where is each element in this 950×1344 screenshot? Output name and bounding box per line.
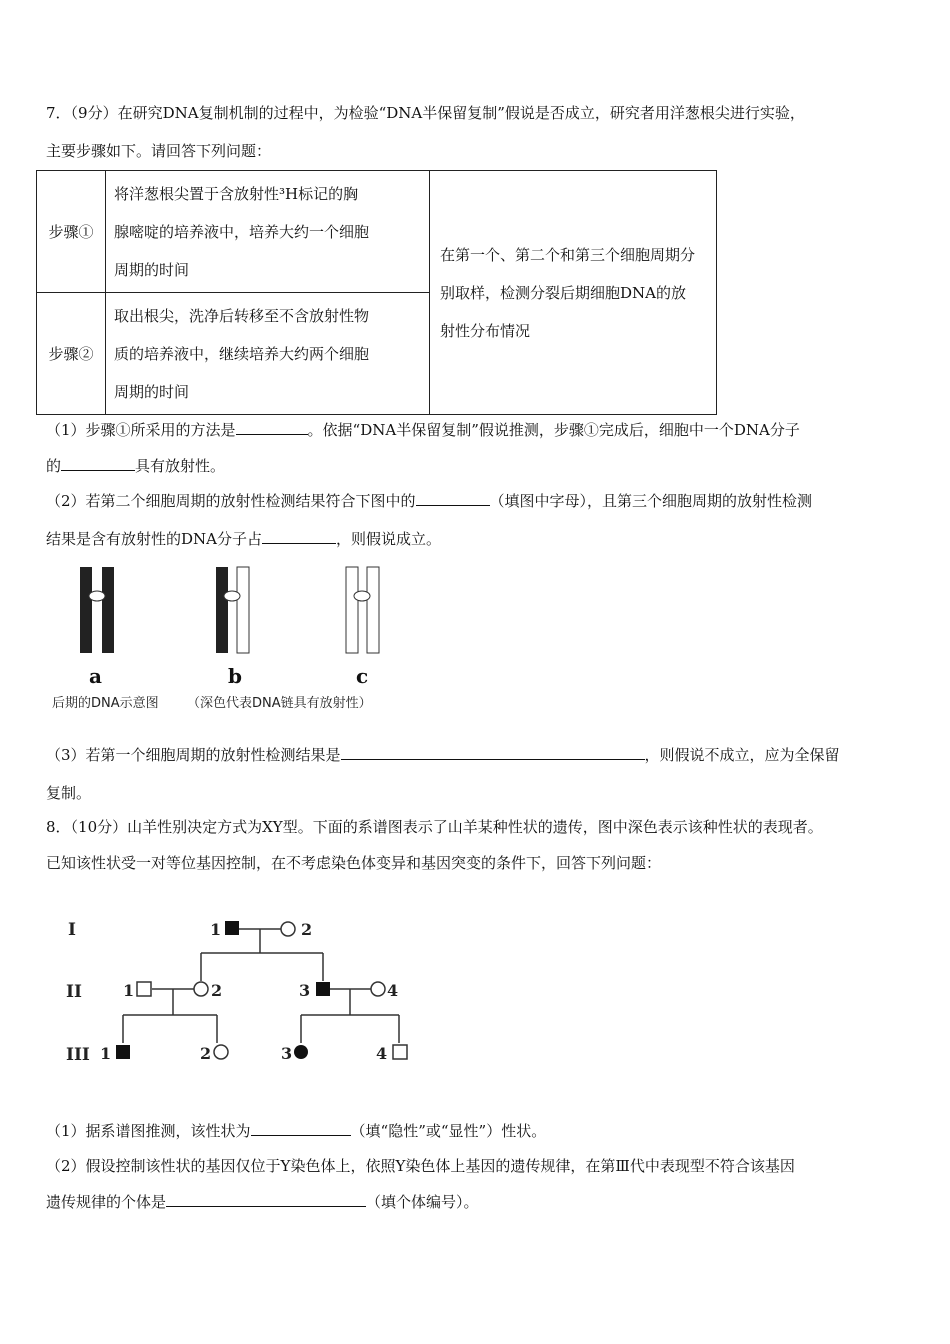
q8-header-line2: 已知该性状受一对等位基因控制，在不考虑染色体变异和基因突变的条件下，回答下列问题： [46,854,662,872]
pedigree-lines [123,929,399,1043]
step2-line2: 质的培养液中，继续培养大约两个细胞 [114,344,370,363]
chromosome-figure [70,565,390,660]
num-II-2: 2 [211,981,223,1000]
step1-description [106,171,430,293]
num-II-1: 1 [123,981,135,1000]
pedigree-III-2-female [214,1045,228,1059]
step1-line3: 周期的时间 [114,260,190,279]
blank-ratio[interactable] [262,529,336,544]
blank-first-cycle-result[interactable] [341,745,645,760]
num-I-1: 1 [210,920,222,939]
blank-trait-type[interactable] [251,1121,351,1136]
q7-header-line2: 主要步骤如下。请回答下列问题： [46,142,272,160]
num-III-4: 4 [376,1044,388,1063]
q7-sub1-line2: 的 具有放射性。 [46,457,226,475]
step1-line1: 将洋葱根尖置于含放射性³H标记的胸 [114,184,359,203]
num-III-3: 3 [281,1044,293,1063]
q7-sub3-line2: 复制。 [46,784,92,802]
step2-description [106,293,430,415]
step1-line2: 腺嘧啶的培养液中，培养大约一个细胞 [114,222,370,241]
q7-sub2-line1: （2）若第二个细胞周期的放射性检测结果符合下图中的 （填图中字母），且第三个细胞周期的放射性检测 [46,492,813,510]
q8-sub2-line1: （2）假设控制该性状的基因仅位于Y染色体上，依照Y染色体上基因的遗传规律，在第Ⅲ代中表现型不符合该基因 [46,1157,795,1175]
detection-description [430,171,717,415]
blank-method[interactable] [236,420,308,435]
figure-letter-b: b [228,664,242,688]
pedigree-II-2-female [194,982,208,996]
num-III-2: 2 [200,1044,212,1063]
chromosome-b [216,567,249,653]
generation-labels [66,920,90,1065]
pedigree-II-1-male [137,982,151,996]
num-I-2: 2 [301,920,313,939]
pedigree-III-1-affected-male [116,1045,130,1059]
q8-sub2-line2: 遗传规律的个体是 （填个体编号）。 [46,1193,479,1211]
step2-line1: 取出根尖，洗净后转移至不含放射性物 [114,306,370,325]
pedigree-chart [60,905,430,1075]
blank-individual-ids[interactable] [166,1192,366,1207]
q8-sub1: （1）据系谱图推测，该性状为 （填“隐性”或“显性”）性状。 [46,1122,547,1140]
figure-caption-left: 后期的DNA示意图 [52,696,159,711]
figure-caption-right: （深色代表DNA链具有放射性） [187,696,372,711]
pedigree-III-3-affected-female [294,1045,308,1059]
step1-label: 步骤① [37,171,106,293]
pedigree-II-4-female [371,982,385,996]
step2-line3: 周期的时间 [114,382,190,401]
q8-header-line1: 8．（10分）山羊性别决定方式为XY型。下面的系谱图表示了山羊某种性状的遗传，图中深色表示该种性状的表现者。 [46,818,823,836]
q7-sub3-line1: （3）若第一个细胞周期的放射性检测结果是 ，则假说不成立，应为全保留 [46,746,840,764]
num-II-4: 4 [387,981,399,1000]
q7-sub1-line1: （1）步骤①所采用的方法是 。依据“DNA半保留复制”假说推测，步骤①完成后，细胞中一个DNA分子 [46,421,800,439]
gen-label-3: III [66,1045,90,1065]
pedigree-I-1-affected-male [225,921,239,935]
detection-line2: 别取样，检测分裂后期细胞DNA的放 [440,283,686,302]
detection-line3: 射性分布情况 [440,321,531,340]
blank-figure-letter[interactable] [416,491,490,506]
figure-letter-c: c [356,664,369,688]
pedigree-II-3-affected-male [316,982,330,996]
pedigree-III-4-male [393,1045,407,1059]
blank-dna-strand[interactable] [61,456,135,471]
num-II-3: 3 [299,981,311,1000]
chromosome-a [80,567,114,653]
num-III-1: 1 [100,1044,112,1063]
q7-header-line1: 7．（9分）在研究DNA复制机制的过程中，为检验“DNA半保留复制”假说是否成立，研究者用洋葱根尖进行实验， [46,104,805,122]
gen-label-1: I [68,920,76,940]
step2-label: 步骤② [37,293,106,415]
chromosome-c [346,567,379,653]
q7-sub2-line2: 结果是含有放射性的DNA分子占 ，则假说成立。 [46,530,442,548]
steps-table [36,170,717,415]
gen-label-2: II [66,982,82,1002]
pedigree-I-2-female [281,922,295,936]
figure-letter-a: a [89,664,102,688]
detection-line1: 在第一个、第二个和第三个细胞周期分 [440,245,696,264]
